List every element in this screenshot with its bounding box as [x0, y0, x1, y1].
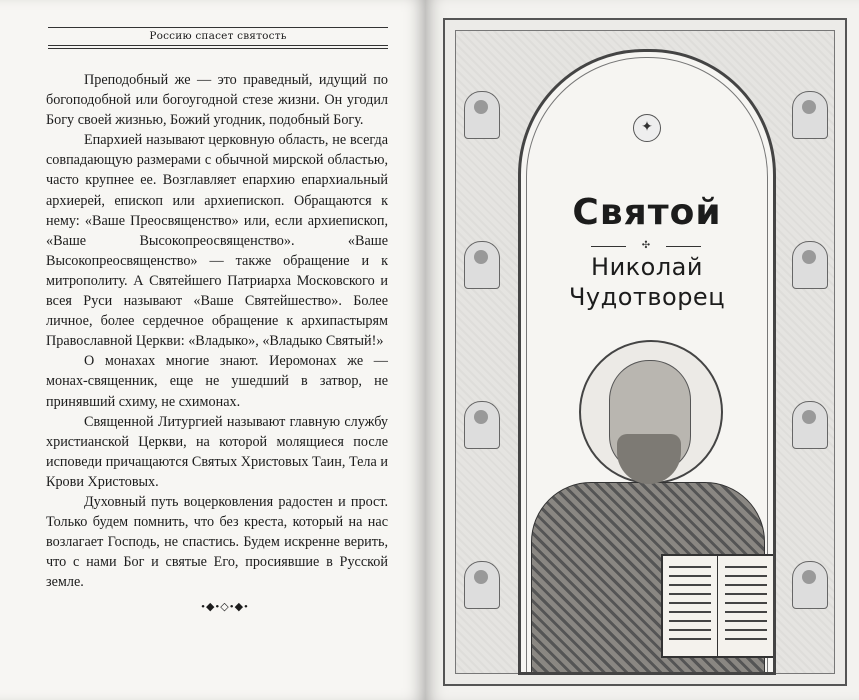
saint-medallion-icon: [792, 91, 828, 139]
book-spine: [717, 556, 718, 656]
left-page: [0, 0, 425, 700]
right-page: [425, 0, 859, 700]
saint-name-line1: Николай: [591, 253, 703, 281]
title-svyatoy: Святой: [572, 192, 722, 233]
paragraph: Преподобный же — это праведный, идущий по богоподобной или богоугодной стезе жизни. Он угодил Богу своей жизнью, Божий угодник, подобный Богу.: [46, 72, 388, 129]
saint-medallion-icon: [464, 401, 500, 449]
title-divider: ✣: [591, 240, 701, 251]
open-gospel-icon: [661, 554, 775, 658]
book-text-right: [725, 566, 767, 642]
body-text: [46, 70, 388, 592]
paragraph: Священной Литургией называют главную службу христианской Церкви, на которой молящиеся после исповеди причащаются Святых Христовых Таин, Тела и Крови Христовых.: [46, 413, 388, 490]
saint-medallion-icon: [464, 561, 500, 609]
saint-medallion-icon: [792, 401, 828, 449]
ornament-glyphs: •◆•◇•◆•: [201, 601, 249, 613]
running-head-top-rule: [48, 27, 388, 28]
running-head-bottom-rule: [48, 48, 388, 49]
icon-arch: [518, 49, 776, 675]
saint-medallion-icon: [464, 91, 500, 139]
running-head: [48, 27, 388, 46]
book-text-left: [669, 566, 711, 642]
paragraph: О монахах многие знают. Иеромонах же — монах-священник, еще не ушедший в затвор, не принявший схиму, не схимонах.: [46, 353, 388, 410]
dove-icon: ✦: [633, 114, 661, 142]
saint-name: [521, 252, 773, 312]
running-head-title: Россию спасет святость: [149, 30, 287, 42]
end-ornament: [180, 600, 270, 613]
saint-medallion-icon: [792, 561, 828, 609]
saint-medallion-icon: [792, 241, 828, 289]
decorative-frame: [443, 18, 847, 686]
saint-medallion-icon: [464, 241, 500, 289]
paragraph: Епархией называют церковную область, не всегда совпадающую размерами с обычной мирской областью, часто крупнее ее. Возглавляет епархию епархиальный архиерей, епископ или архиепископ. Обращаются к нему: «Ваше Преосвященство» или, если архиепископ, «Ваше Высокопреосвященство». «Ваше Высокопреосвященство» — также обращение и к митрополиту. А Святейшего Патриарха Московского и всея Руси называют «Ваше Святейшество». Более личное, более сердечное обращение к архипастырям Православной Церкви: «Владыко», «Владыко Святый!»: [46, 132, 388, 350]
saint-name-line2: Чудотворец: [568, 283, 726, 311]
frame-inner-border: [455, 30, 835, 674]
paragraph: Духовный путь воцерковления радостен и прост. Только будем помнить, что без креста, который на нас возлагает Господь, не спастись. Будем искренне верить, что с нами Бог и святые Его, просиявшие в Русской земле.: [46, 493, 388, 591]
saint-nicholas-icon: [521, 322, 773, 675]
